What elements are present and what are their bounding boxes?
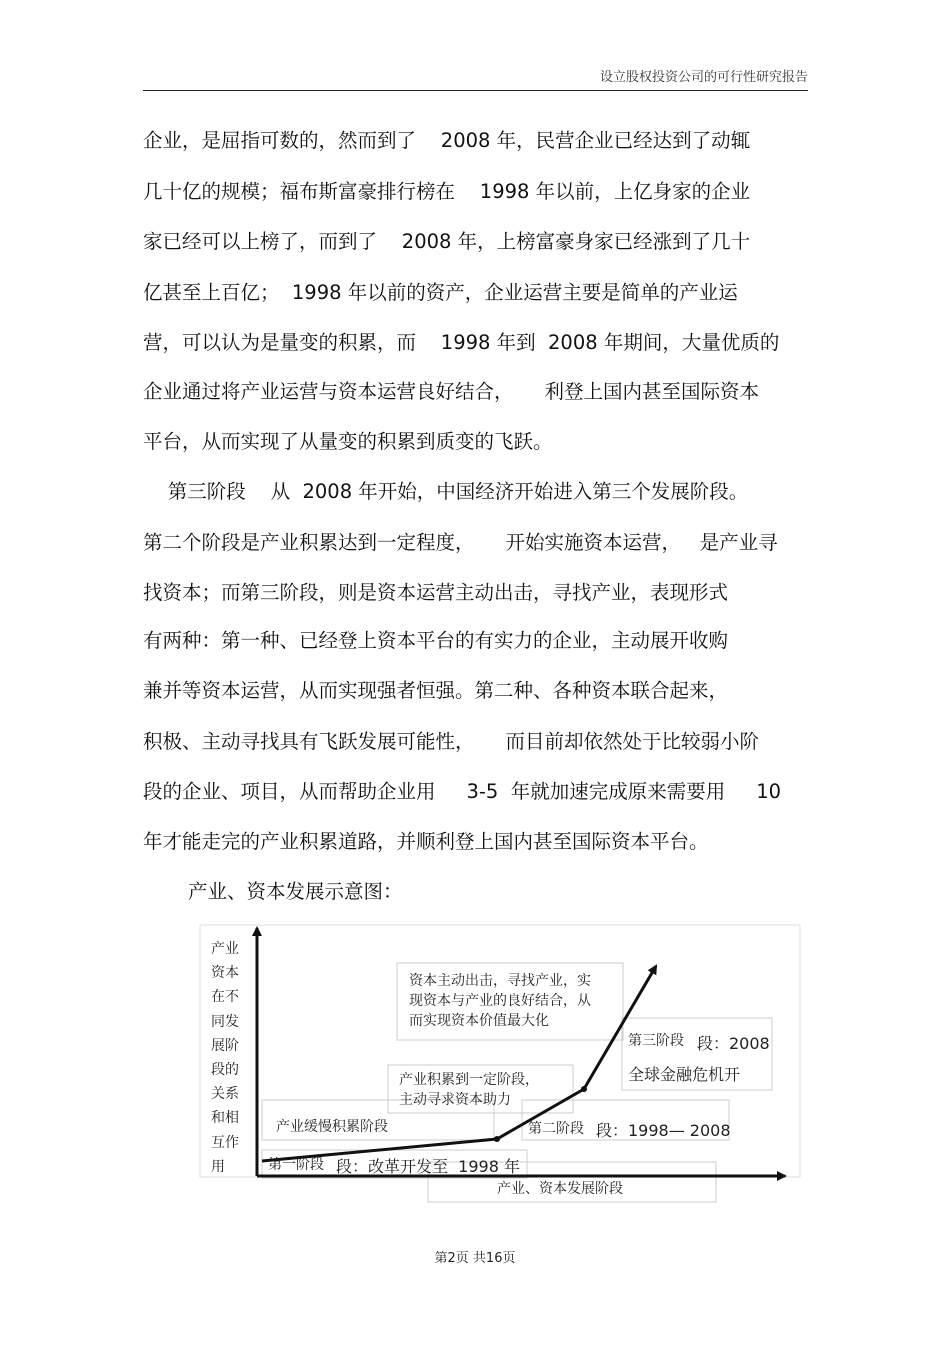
- stage3-description: 现资本与产业的良好结合，从: [409, 993, 591, 1009]
- body-line: 亿甚至上百亿； 1998 年以前的资产，企业运营主要是简单的产业运: [143, 281, 738, 304]
- stage1-description: 产业缓慢积累阶段: [276, 1119, 388, 1135]
- page-number: 第2页 共16页: [434, 1251, 516, 1266]
- stage2-description: 主动寻求资本助力: [399, 1092, 511, 1108]
- curve-point: [581, 1086, 587, 1092]
- body-line: 积极、主动寻找具有飞跃发展可能性， 而目前却依然处于比较弱小阶: [143, 730, 759, 753]
- stage3-description: 资本主动出击，寻找产业，实: [409, 973, 591, 989]
- x-axis-label: 产业、资本发展阶段: [497, 1181, 623, 1197]
- stage1-period: 段：改革开发至 1998 年: [336, 1157, 520, 1176]
- stage1-label: 第一阶段: [268, 1157, 324, 1173]
- body-line: 平台，从而实现了从量变的积累到质变的飞跃。: [143, 430, 553, 453]
- stage3-event: 全球金融危机开: [628, 1065, 741, 1084]
- body-line: 家已经可以上榜了，而到了 2008 年，上榜富豪身家已经涨到了几十: [143, 230, 751, 253]
- stage3-description: 而实现资本价值最大化: [409, 1013, 549, 1029]
- body-line: 年才能走完的产业积累道路，并顺利登上国内甚至国际资本平台。: [143, 830, 709, 853]
- body-line: 营，可以认为是量变的积累，而 1998 年到 2008 年期间，大量优质的: [143, 331, 780, 354]
- stage2-period: 段：1998— 2008: [596, 1121, 731, 1140]
- body-line: 企业，是屈指可数的，然而到了 2008 年，民营企业已经达到了动辄: [143, 129, 751, 152]
- body-line: 几十亿的规模；福布斯富豪排行榜在 1998 年以前，上亿身家的企业: [143, 180, 751, 203]
- body-line: 企业通过将产业运营与资本运营良好结合， 利登上国内甚至国际资本: [143, 380, 759, 403]
- body-line: 兼并等资本运营，从而实现强者恒强。第二种、各种资本联合起来，: [143, 679, 729, 702]
- stage2-description: 产业积累到一定阶段，: [399, 1072, 539, 1088]
- body-line: 第二个阶段是产业积累达到一定程度， 开始实施资本运营， 是产业寻: [143, 531, 778, 554]
- body-line: 找资本；而第三阶段，则是资本运营主动出击，寻找产业，表现形式: [143, 581, 729, 604]
- report-title: 设立股权投资公司的可行性研究报告: [599, 70, 808, 85]
- body-line: 有两种：第一种、已经登上资本平台的有实力的企业，主动展开收购: [143, 629, 729, 652]
- figure-caption: 产业、资本发展示意图：: [188, 880, 403, 903]
- stage3-period: 段：2008: [697, 1034, 770, 1053]
- body-line: 第三阶段 从 2008 年开始，中国经济开始进入第三个发展阶段。: [143, 480, 749, 503]
- stage2-label: 第二阶段: [528, 1121, 584, 1137]
- body-line: 段的企业、项目，从而帮助企业用 3-5 年就加速完成原来需要用 10: [143, 780, 782, 803]
- y-axis-label: 产业资本在不同发展阶段的关系和相互作用: [211, 941, 239, 1175]
- stage3-label: 第三阶段: [628, 1033, 684, 1049]
- curve-point: [494, 1136, 500, 1142]
